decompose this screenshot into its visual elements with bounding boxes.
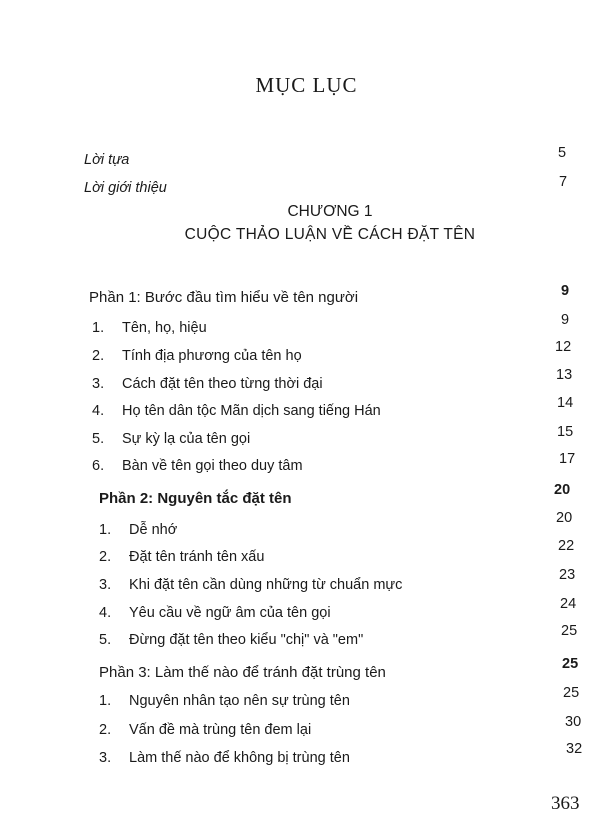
item-number: 4. [92,403,105,419]
item-label: Dễ nhớ [129,522,178,538]
chapter-title: CUỘC THẢO LUẬN VỀ CÁCH ĐẶT TÊN [184,226,476,243]
toc-part-1 [89,283,579,309]
item-page: 25 [563,685,580,701]
item-page: 17 [559,451,576,467]
item-page: 22 [558,538,575,554]
item-number: 1. [99,693,112,709]
item-page: 23 [559,567,576,583]
item-page: 9 [561,312,570,328]
item-number: 6. [92,458,105,474]
toc-item [99,538,579,569]
part-title: Phần 1: Bước đầu tìm hiểu về tên người [89,289,359,306]
toc-item [92,367,582,396]
toc-item [99,685,580,713]
part-title: Phần 2: Nguyên tắc đặt tên [99,490,292,507]
item-label: Họ tên dân tộc Mãn dịch sang tiếng Hán [122,403,381,419]
item-label: Đặt tên tránh tên xấu [129,549,265,565]
part-page: 9 [561,283,570,299]
toc-item [92,451,582,478]
item-number: 4. [99,605,112,621]
item-label: Vấn đề mà trùng tên đem lại [129,722,312,738]
item-page: 24 [560,596,577,612]
item-label: Cách đặt tên theo từng thời đại [122,376,323,392]
item-label: Khi đặt tên cần dùng những từ chuẩn mực [129,577,403,593]
toc-part-3 [99,656,579,684]
item-number: 2. [99,722,112,738]
item-number: 1. [92,320,105,336]
item-label: Bàn về tên gọi theo duy tâm [122,458,303,474]
item-number: 2. [92,348,105,364]
toc-item [92,339,582,368]
toc-part-2 [99,482,579,510]
item-number: 1. [99,522,112,538]
toc-item [99,623,579,652]
toc-item [92,312,582,340]
item-label: Tên, họ, hiệu [122,320,207,336]
item-page: 12 [555,339,572,355]
item-page: 25 [561,623,578,639]
item-page: 13 [556,367,573,383]
toc-entry-introduction [84,174,574,200]
toc-item [99,714,582,742]
item-number: 5. [92,431,105,447]
part-page: 25 [562,656,579,672]
item-number: 3. [92,376,105,392]
page-title: MỤC LỤC [255,73,358,97]
toc-item [99,510,579,542]
item-number: 2. [99,549,112,565]
item-number: 3. [99,577,112,593]
item-number: 3. [99,750,112,766]
item-label: Tính địa phương của tên họ [122,348,302,364]
toc-entry-page: 7 [559,174,568,190]
item-page: 20 [556,510,573,526]
toc-item [92,424,582,451]
toc-item [99,741,583,770]
toc-item [92,395,582,423]
toc-entry-label: Lời giới thiệu [84,180,167,196]
item-page: 30 [565,714,582,730]
item-label: Đừng đặt tên theo kiểu "chị" và "em" [129,632,364,648]
toc-entry-page: 5 [558,145,567,161]
toc-entry-foreword [84,145,574,172]
toc-item [99,567,579,597]
item-label: Yêu cầu về ngữ âm của tên gọi [129,605,331,621]
part-page: 20 [554,482,571,498]
item-page: 15 [557,424,574,440]
item-label: Sự kỳ lạ của tên gọi [122,431,251,447]
item-label: Làm thế nào để không bị trùng tên [129,750,350,766]
item-page: 14 [557,395,574,411]
chapter-label: CHƯƠNG 1 [287,203,373,220]
page-number: 363 [551,793,580,814]
toc-item [99,596,579,625]
item-number: 5. [99,632,112,648]
toc-entry-label: Lời tựa [84,152,130,168]
item-page: 32 [566,741,583,757]
item-label: Nguyên nhân tạo nên sự trùng tên [129,693,350,709]
part-title: Phần 3: Làm thế nào để tránh đặt trùng tên [99,664,386,681]
